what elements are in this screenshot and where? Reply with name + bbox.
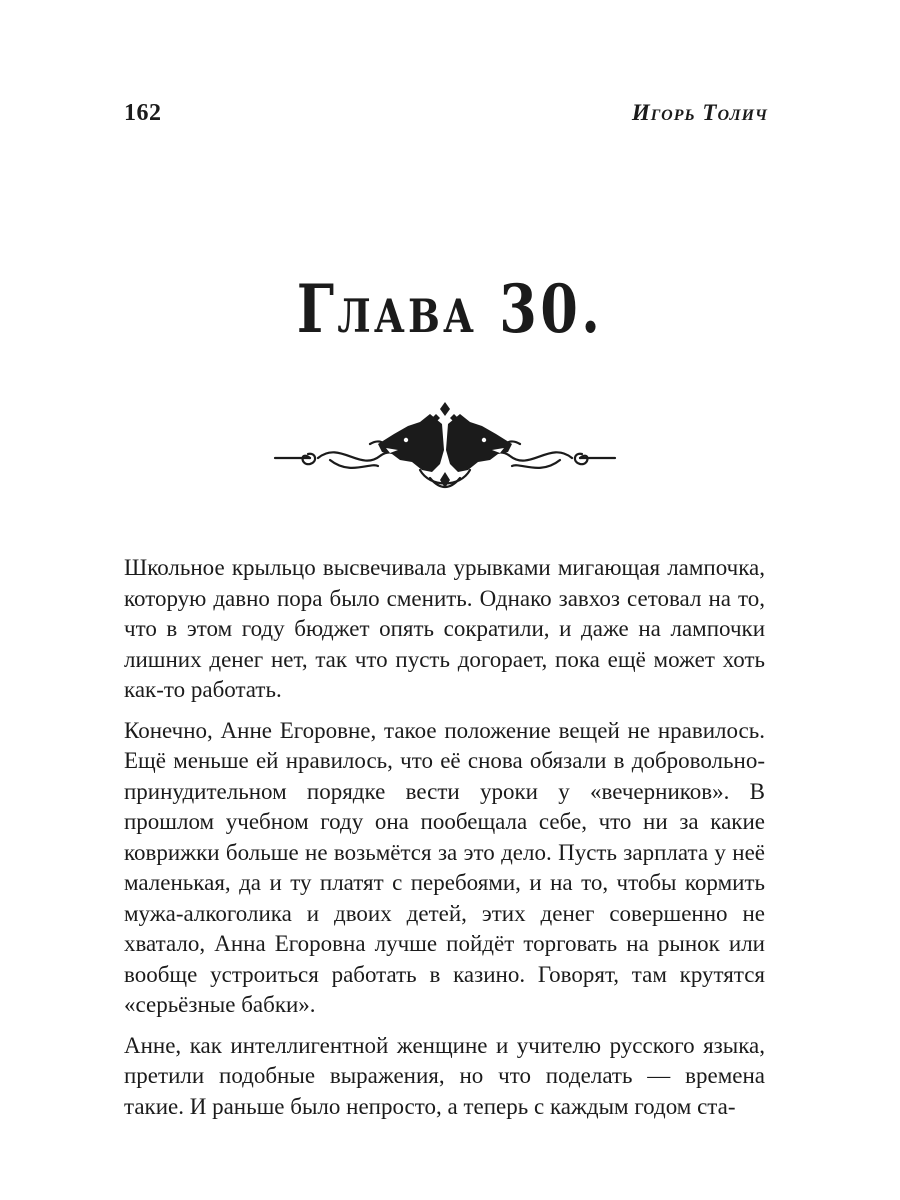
wolf-heads-ornament-icon [270, 400, 620, 492]
chapter-body-text [124, 553, 765, 1132]
page-number: 162 [124, 100, 162, 126]
paragraph: Школьное крыльцо высвечивала урывками мигающая лампочка, которую давно пора было сменить. Однако завхоз сетовал на то, что в этом году бюджет опять сократили, и даже на лампочки лишних денег нет, так что пусть догорает, пока ещё может хоть как-то работать. [124, 555, 765, 702]
paragraph: Анне, как интеллигентной женщине и учителю русского языка, претили подобные выражения, но что поделать — времена такие. И раньше было непросто, а теперь с каждым годом ста- [124, 1032, 765, 1119]
chapter-title: Глава 30. [296, 270, 604, 348]
running-head-author: Игорь Толич [631, 100, 768, 125]
paragraph: Конечно, Анне Егоровне, такое положение вещей не нравилось. Ещё меньше ей нравилось, что её снова обязали в добровольно-принудительном порядке вести уроки у «вечерников». В прошлом учебном году она пообещала себе, что ни за какие коврижки больше не возьмётся за это дело. Пусть зарплата у неё маленькая, да и ту платят с перебоями, и на то, чтобы кормить мужа-алкоголика и двоих детей, этих денег совершенно не хватало, Анна Егоровна лучше пойдёт торговать на рынок или вообще устроиться работать в казино. Говорят, там крутятся «серьёзные бабки». [124, 717, 765, 1017]
